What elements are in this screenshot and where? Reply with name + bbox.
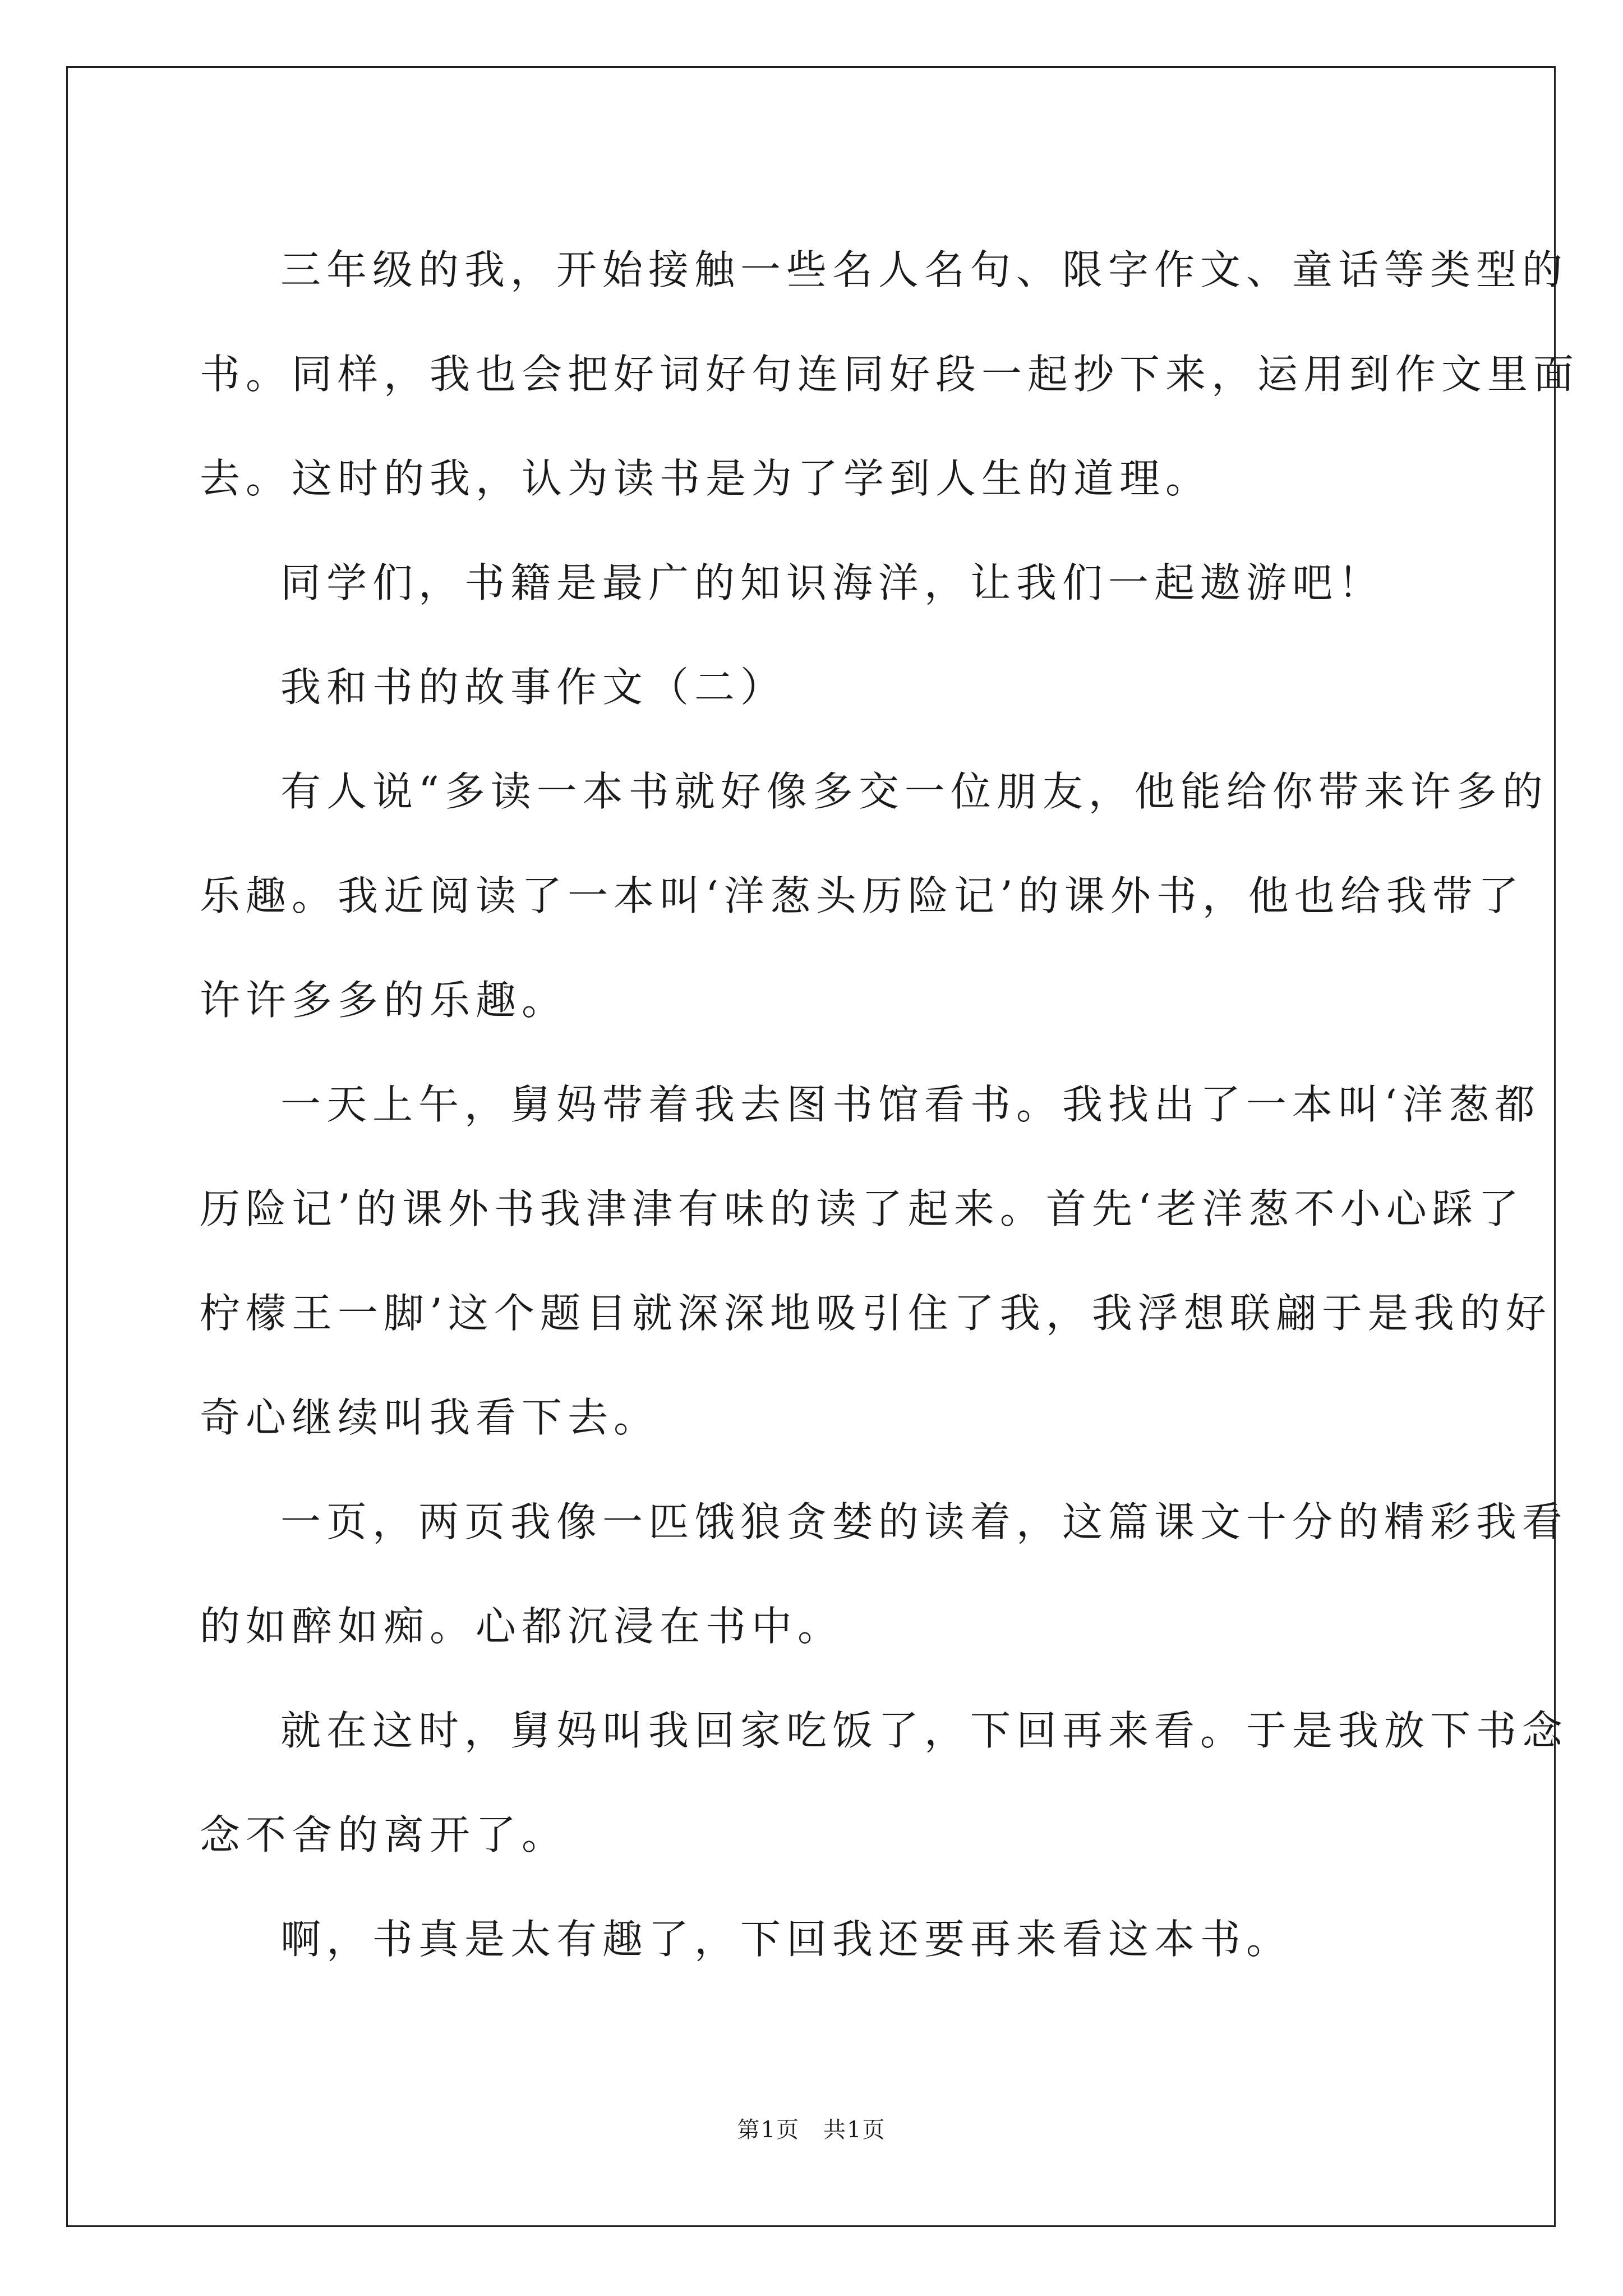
text-line: 柠檬王一脚’这个题目就深深地吸引住了我，我浮想联翩于是我的好 xyxy=(200,1290,1552,1337)
document-body xyxy=(200,218,1580,1991)
page-number: 第1页 共1页 xyxy=(737,2117,886,2143)
text-line: 啊，书真是太有趣了，下回我还要再来看这本书。 xyxy=(280,1916,1293,1963)
text-line: 一天上午，舅妈带着我去图书馆看书。我找出了一本叫‘洋葱都 xyxy=(280,1081,1541,1128)
text-line: 书。同样，我也会把好词好句连同好段一起抄下来，运用到作文里面 xyxy=(200,351,1580,398)
text-line: 乐趣。我近阅读了一本叫‘洋葱头历险记’的课外书，他也给我带了 xyxy=(200,872,1524,919)
text-line: 三年级的我，开始接触一些名人名句、限字作文、童话等类型的 xyxy=(280,246,1569,293)
section-heading: 我和书的故事作文（二） xyxy=(280,664,787,711)
text-line: 就在这时，舅妈叫我回家吃饭了，下回再来看。于是我放下书念 xyxy=(280,1707,1569,1754)
text-line: 去。这时的我，认为读书是为了学到人生的道理。 xyxy=(200,455,1212,502)
text-line: 一页，两页我像一匹饿狼贪婪的读着，这篇课文十分的精彩我看 xyxy=(280,1498,1569,1545)
text-line: 同学们，书籍是最广的知识海洋，让我们一起遨游吧！ xyxy=(280,559,1385,606)
text-line: 奇心继续叫我看下去。 xyxy=(200,1394,660,1441)
text-line: 的如醉如痴。心都沉浸在书中。 xyxy=(200,1603,844,1650)
text-line: 历险记’的课外书我津津有味的读了起来。首先‘老洋葱不小心踩了 xyxy=(200,1185,1524,1232)
text-line: 有人说“多读一本书就好像多交一位朋友，他能给你带来许多的 xyxy=(280,768,1548,815)
text-line: 许许多多的乐趣。 xyxy=(200,977,568,1024)
text-line: 念不舍的离开了。 xyxy=(200,1811,568,1858)
